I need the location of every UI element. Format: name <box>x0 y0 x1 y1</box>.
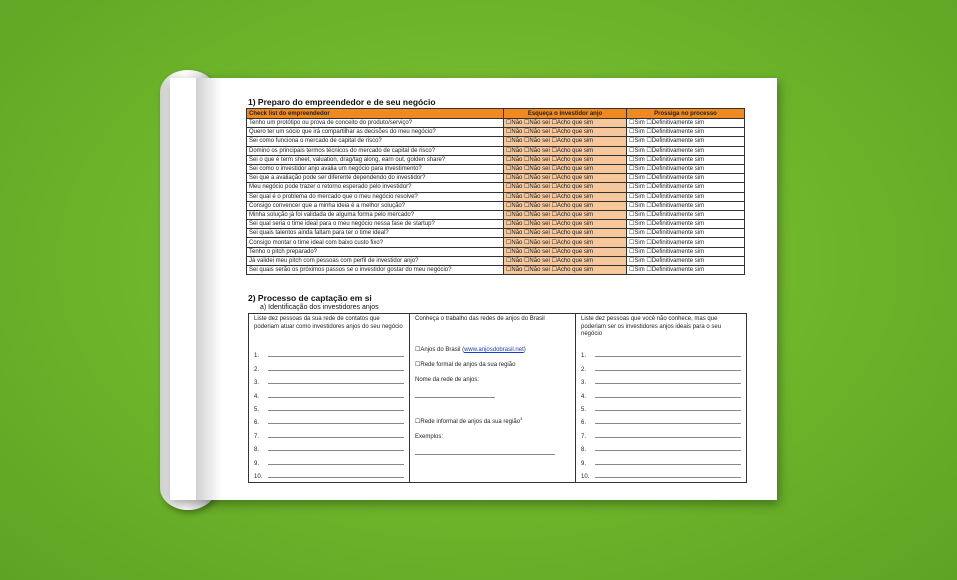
list-entry-number: 10. <box>581 473 590 480</box>
forget-options[interactable]: ☐Não ☐Não sei ☐Acho que sim <box>504 201 627 210</box>
forget-options[interactable]: ☐Não ☐Não sei ☐Acho que sim <box>504 146 627 155</box>
list-entry[interactable] <box>254 413 404 426</box>
list-entry-number: 8. <box>581 447 587 454</box>
proceed-options[interactable]: ☐Sim ☐Definitivamente sim <box>627 247 745 256</box>
checklist-question: Tenho um protótipo ou prova de conceito do produto/serviço? <box>247 119 504 128</box>
page-curl-shadow <box>196 78 222 500</box>
list-entry-number: 1. <box>581 353 587 360</box>
list-entry-number: 9. <box>581 460 587 467</box>
proceed-options[interactable]: ☐Sim ☐Definitivamente sim <box>627 119 745 128</box>
proceed-options[interactable]: ☐Sim ☐Definitivamente sim <box>627 174 745 183</box>
checklist-question: Sei como o investidor anjo avalia um negócio para investimento? <box>247 164 504 173</box>
checklist-row <box>247 155 745 164</box>
list-entry-number: 5. <box>581 406 587 413</box>
list-entry-line[interactable] <box>595 423 741 424</box>
forget-options[interactable]: ☐Não ☐Não sei ☐Acho que sim <box>504 119 627 128</box>
list-entry[interactable] <box>581 467 741 480</box>
proceed-options[interactable]: ☐Sim ☐Definitivamente sim <box>627 146 745 155</box>
known-contacts-list <box>254 346 404 480</box>
label-nome-rede: Nome da rede de anjos: <box>415 377 480 383</box>
section2-subtitle: a) Identificação dos investidores anjos <box>260 304 379 311</box>
checklist-header-questions: Check list do empreendedor <box>247 109 504 119</box>
list-entry-number: 10. <box>254 473 263 480</box>
list-entry[interactable] <box>581 426 741 439</box>
list-entry-line[interactable] <box>595 356 741 357</box>
checklist-row <box>247 247 745 256</box>
forget-options[interactable]: ☐Não ☐Não sei ☐Acho que sim <box>504 174 627 183</box>
checklist-header-proceed: Prossiga no processo <box>627 109 745 119</box>
checklist-question: Consigo montar o time ideal com baixo custo fixo? <box>247 238 504 247</box>
checklist-header-row <box>247 109 745 119</box>
checklist-row <box>247 201 745 210</box>
proceed-options[interactable]: ☐Sim ☐Definitivamente sim <box>627 128 745 137</box>
anjos-do-brasil-link[interactable]: www.anjosdobrasil.net <box>464 347 524 353</box>
forget-options[interactable]: ☐Não ☐Não sei ☐Acho que sim <box>504 238 627 247</box>
list-entry-number: 6. <box>581 420 587 427</box>
forget-options[interactable]: ☐Não ☐Não sei ☐Acho que sim <box>504 183 627 192</box>
list-entry[interactable] <box>581 359 741 372</box>
list-entry-number: 7. <box>254 433 260 440</box>
angel-networks-header: Conheça o trabalho das redes de anjos do Brasil <box>415 316 545 322</box>
forget-options[interactable]: ☐Não ☐Não sei ☐Acho que sim <box>504 192 627 201</box>
list-entry[interactable] <box>581 400 741 413</box>
proceed-options[interactable]: ☐Sim ☐Definitivamente sim <box>627 201 745 210</box>
checklist-question: Sei quais talentos ainda faltam para ter o time ideal? <box>247 229 504 238</box>
checklist-header-forget: Esqueça o investidor anjo <box>504 109 627 119</box>
forget-options[interactable]: ☐Não ☐Não sei ☐Acho que sim <box>504 137 627 146</box>
list-entry-line[interactable] <box>268 437 404 438</box>
checklist-row <box>247 137 745 146</box>
list-entry-line[interactable] <box>268 397 404 398</box>
exemplos-input-line[interactable] <box>415 444 555 455</box>
checklist-question: Já validei meu pitch com pessoas com perfil de investidor anjo? <box>247 256 504 265</box>
list-entry[interactable] <box>254 373 404 386</box>
checklist-row <box>247 119 745 128</box>
known-contacts-column <box>249 314 410 483</box>
list-entry-line[interactable] <box>268 477 404 478</box>
list-entry[interactable] <box>254 426 404 439</box>
checklist-row <box>247 256 745 265</box>
list-entry-number: 6. <box>254 420 260 427</box>
list-entry[interactable] <box>581 346 741 359</box>
checklist-question: Sei que a avaliação pode ser diferente dependendo do investidor? <box>247 174 504 183</box>
section1-title: 1) Preparo do empreendedor e de seu negócio <box>248 97 436 107</box>
list-entry-number: 3. <box>254 380 260 387</box>
list-entry-number: 4. <box>254 393 260 400</box>
list-entry[interactable] <box>254 386 404 399</box>
list-entry[interactable] <box>254 346 404 359</box>
checklist-table <box>246 108 745 275</box>
checklist-question: Meu negócio pode trazer o retorno esperado pelo investidor? <box>247 183 504 192</box>
list-entry-line[interactable] <box>268 370 404 371</box>
list-entry-line[interactable] <box>595 477 741 478</box>
list-entry-line[interactable] <box>595 383 741 384</box>
forget-options[interactable]: ☐Não ☐Não sei ☐Acho que sim <box>504 266 627 275</box>
list-entry-number: 3. <box>581 380 587 387</box>
checklist-question: Sei o que é term sheet, valuation, drag/tag along, earn out, golden share? <box>247 155 504 164</box>
list-entry-number: 4. <box>581 393 587 400</box>
checklist-question: Sei como funciona o mercado de capital de risco? <box>247 137 504 146</box>
option-rede-informal[interactable]: ☐Rede informal de anjos da sua região$^3$ <box>415 416 523 425</box>
forget-options[interactable]: ☐Não ☐Não sei ☐Acho que sim <box>504 247 627 256</box>
option-anjos-do-brasil[interactable]: ☐Anjos do Brasil (www.anjosdobrasil.net) <box>415 347 526 353</box>
label-exemplos: Exemplos: <box>415 434 444 440</box>
forget-options[interactable]: ☐Não ☐Não sei ☐Acho que sim <box>504 256 627 265</box>
list-entry-line[interactable] <box>268 383 404 384</box>
list-entry-number: 2. <box>581 366 587 373</box>
list-entry[interactable] <box>254 400 404 413</box>
checklist-question: Tenho o pitch preparado? <box>247 247 504 256</box>
proceed-options[interactable]: ☐Sim ☐Definitivamente sim <box>627 155 745 164</box>
list-entry-number: 2. <box>254 366 260 373</box>
unknown-contacts-list <box>581 346 741 480</box>
list-entry-line[interactable] <box>595 437 741 438</box>
list-entry[interactable] <box>581 453 741 466</box>
checklist-question: Consigo convencer que a minha ideia é a melhor solução? <box>247 201 504 210</box>
list-entry[interactable] <box>581 386 741 399</box>
checklist-row <box>247 210 745 219</box>
forget-options[interactable]: ☐Não ☐Não sei ☐Acho que sim <box>504 155 627 164</box>
proceed-options[interactable]: ☐Sim ☐Definitivamente sim <box>627 266 745 275</box>
checklist-row <box>247 128 745 137</box>
forget-options[interactable]: ☐Não ☐Não sei ☐Acho que sim <box>504 210 627 219</box>
known-contacts-header: Liste dez pessoas da sua rede de contatos que poderiam atuar como investidores anjos do seu negócio <box>254 316 403 330</box>
nome-rede-input-line[interactable] <box>415 387 495 398</box>
checklist-row <box>247 183 745 192</box>
proceed-options[interactable]: ☐Sim ☐Definitivamente sim <box>627 192 745 201</box>
proceed-options[interactable]: ☐Sim ☐Definitivamente sim <box>627 256 745 265</box>
checklist-row <box>247 192 745 201</box>
list-entry-line[interactable] <box>595 464 741 465</box>
option-rede-formal[interactable]: ☐Rede formal de anjos da sua região <box>415 362 516 368</box>
list-entry[interactable] <box>254 440 404 453</box>
forget-options[interactable]: ☐Não ☐Não sei ☐Acho que sim <box>504 164 627 173</box>
proceed-options[interactable]: ☐Sim ☐Definitivamente sim <box>627 183 745 192</box>
proceed-options[interactable]: ☐Sim ☐Definitivamente sim <box>627 229 745 238</box>
proceed-options[interactable]: ☐Sim ☐Definitivamente sim <box>627 220 745 229</box>
proceed-options[interactable]: ☐Sim ☐Definitivamente sim <box>627 137 745 146</box>
unknown-contacts-header: Liste dez pessoas que você não conhece, mas que poderiam ser os investidores anjos ideais para o seu negócio <box>581 316 722 337</box>
forget-options[interactable]: ☐Não ☐Não sei ☐Acho que sim <box>504 220 627 229</box>
list-entry-number: 1. <box>254 353 260 360</box>
checklist-row <box>247 220 745 229</box>
checklist-question: Quero ter um sócio que irá compartilhar as decisões do meu negócio? <box>247 128 504 137</box>
list-entry[interactable] <box>254 467 404 480</box>
list-entry[interactable] <box>581 373 741 386</box>
list-entry[interactable] <box>254 453 404 466</box>
list-entry-line[interactable] <box>268 410 404 411</box>
list-entry-number: 5. <box>254 406 260 413</box>
checklist-row <box>247 238 745 247</box>
identification-table <box>248 313 747 483</box>
checklist-question: Sei quais serão os próximos passos se o investidor gostar do meu negócio? <box>247 266 504 275</box>
checklist-row <box>247 164 745 173</box>
list-entry-line[interactable] <box>268 450 404 451</box>
checklist-row <box>247 266 745 275</box>
list-entry-line[interactable] <box>268 423 404 424</box>
checklist-question: Sei qual seria o time ideal para o meu negócio nessa fase de startup? <box>247 220 504 229</box>
list-entry-number: 7. <box>581 433 587 440</box>
list-entry[interactable] <box>581 413 741 426</box>
proceed-options[interactable]: ☐Sim ☐Definitivamente sim <box>627 210 745 219</box>
list-entry[interactable] <box>254 359 404 372</box>
list-entry-number: 8. <box>254 447 260 454</box>
list-entry-line[interactable] <box>595 450 741 451</box>
forget-options[interactable]: ☐Não ☐Não sei ☐Acho que sim <box>504 128 627 137</box>
list-entry-line[interactable] <box>595 410 741 411</box>
unknown-contacts-column <box>576 314 747 483</box>
proceed-options[interactable]: ☐Sim ☐Definitivamente sim <box>627 238 745 247</box>
checklist-question: Domino os principais termos técnicos do mercado de capital de risco? <box>247 146 504 155</box>
list-entry-line[interactable] <box>595 397 741 398</box>
checklist-question: Sei qual é o problema do mercado que o meu negócio resolve? <box>247 192 504 201</box>
checklist-row <box>247 229 745 238</box>
angel-networks-column <box>410 314 576 483</box>
list-entry-number: 9. <box>254 460 260 467</box>
forget-options[interactable]: ☐Não ☐Não sei ☐Acho que sim <box>504 229 627 238</box>
list-entry[interactable] <box>581 440 741 453</box>
checklist-question: Minha solução já foi validada de alguma forma pelo mercado? <box>247 210 504 219</box>
proceed-options[interactable]: ☐Sim ☐Definitivamente sim <box>627 164 745 173</box>
checklist-row <box>247 174 745 183</box>
list-entry-line[interactable] <box>268 464 404 465</box>
list-entry-line[interactable] <box>268 356 404 357</box>
checklist-row <box>247 146 745 155</box>
section2-title: 2) Processo de captação em si <box>248 293 372 303</box>
list-entry-line[interactable] <box>595 370 741 371</box>
